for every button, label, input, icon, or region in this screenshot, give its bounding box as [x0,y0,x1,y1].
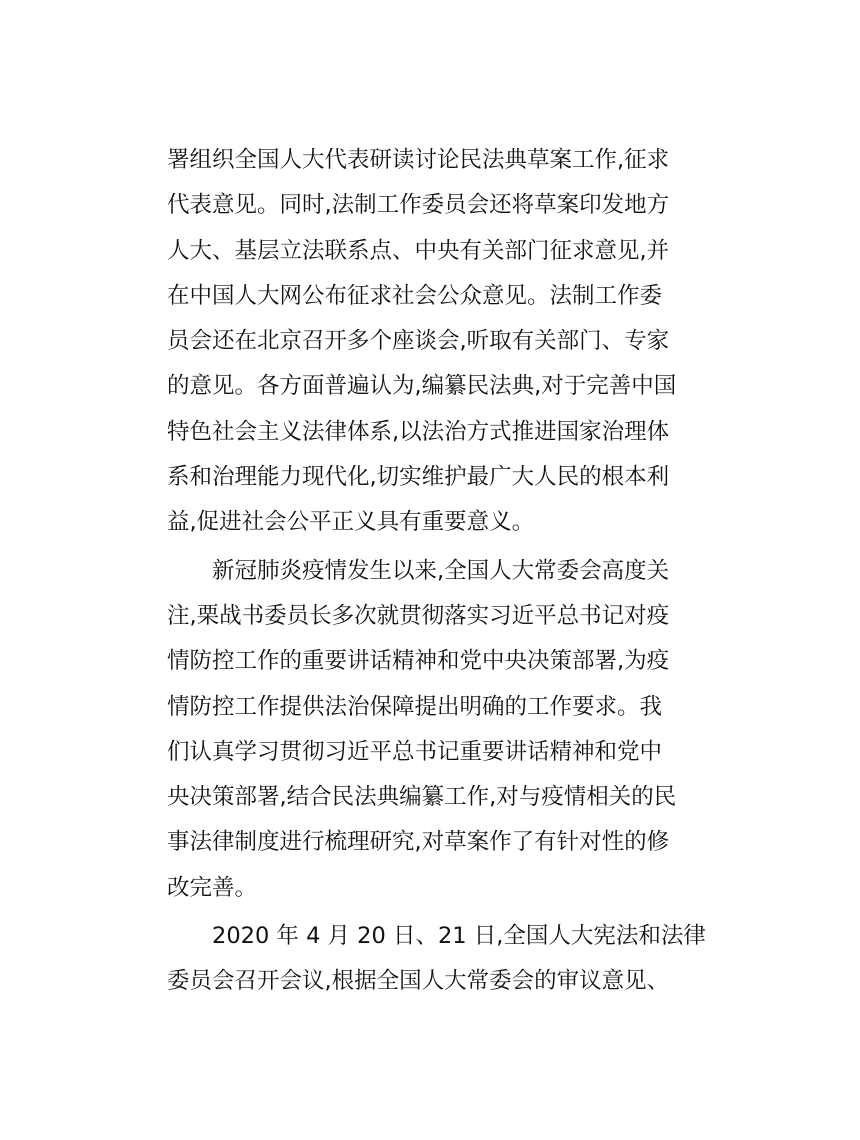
text-line: 情防控工作提供法治保障提出明确的工作要求。我 [167,693,663,720]
text-line: 新冠肺炎疫情发生以来,全国人大常委会高度关 [212,557,670,584]
text-line: 在中国人大网公布征求社会公众意见。法制工作委 [167,282,663,309]
text-line: 情防控工作的重要讲话精神和党中央决策部署,为疫 [167,648,670,675]
text-line: 人大、基层立法联系点、中央有关部门征求意见,并 [167,237,670,264]
text-line: 特色社会主义法律体系,以法治方式推进国家治理体 [167,418,670,445]
text-line: 事法律制度进行梳理研究,对草案作了有针对性的修 [167,829,670,856]
text-line: 改完善。 [167,874,258,901]
paragraph-1 [167,138,697,546]
text-line: 代表意见。同时,法制工作委员会还将草案印发地方 [167,192,670,219]
text-line: 们认真学习贯彻习近平总书记重要讲话精神和党中 [167,738,663,765]
text-line: 益,促进社会公平正义具有重要意义。 [167,509,535,536]
body-text [167,138,706,1005]
paragraph-2 [167,549,697,911]
text-line: 的意见。各方面普遍认为,编纂民法典,对于完善中国 [167,373,677,400]
text-line: 署组织全国人大代表研读讨论民法典草案工作,征求 [167,147,670,173]
text-line: 员会还在北京召开多个座谈会,听取有关部门、专家 [167,328,670,355]
text-line: 委员会召开会议,根据全国人大常委会的审议意见、 [167,968,670,995]
text-line: 央决策部署,结合民法典编纂工作,对与疫情相关的民 [167,784,677,811]
paragraph-3 [167,914,706,1005]
text-line: 2020 年 4 月 20 日、21 日,全国人大宪法和法律 [212,923,706,950]
text-line: 注,栗战书委员长多次就贯彻落实习近平总书记对疫 [167,602,670,629]
text-line: 系和治理能力现代化,切实维护最广大人民的根本利 [167,464,670,491]
